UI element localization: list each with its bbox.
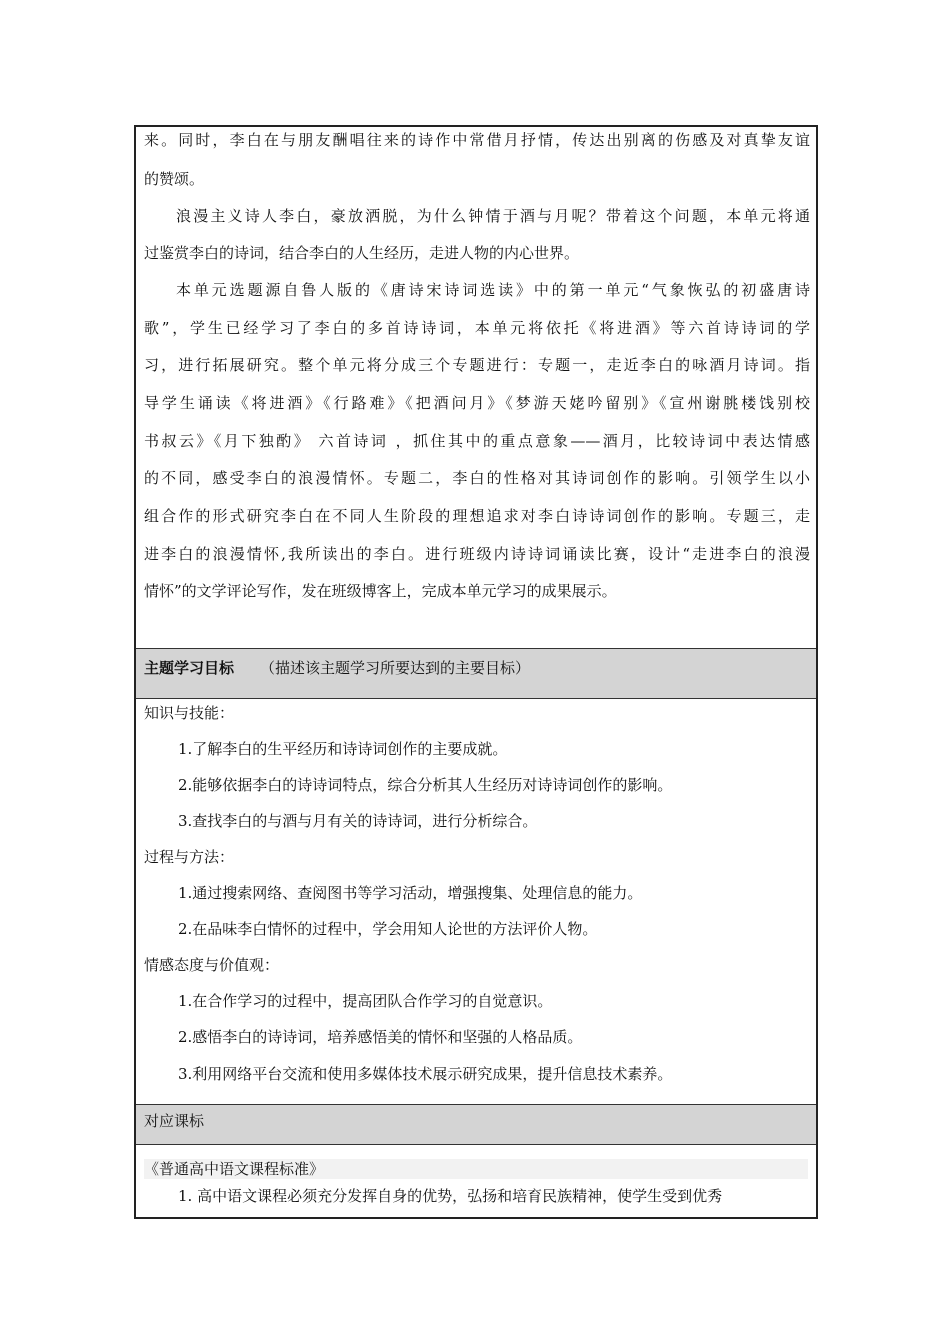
- intro-line: 的赞颂。: [144, 170, 205, 188]
- intro-line: 情怀”的文学评论写作，发在班级博客上，完成本单元学习的成果展示。: [144, 582, 617, 600]
- standards-doc-title: 《普通高中语文课程标准》: [144, 1159, 808, 1179]
- standards-header-row: [136, 1104, 816, 1144]
- goal-item: 1.在合作学习的过程中，提高团队合作学习的自觉意识。: [178, 992, 553, 1010]
- goals-header-note: （描述该主题学习所要达到的主要目标）: [260, 659, 531, 677]
- intro-line: 书叔云》《月下独酌》 六首诗词 ，抓住其中的重点意象——酒月，比较诗词中表达情感: [144, 432, 810, 450]
- standards-cell: [136, 1144, 816, 1219]
- goals-header-title: 主题学习目标: [144, 659, 235, 677]
- goal-section-label: 情感态度与价值观：: [144, 956, 280, 974]
- intro-line: 习，进行拓展研究。整个单元将分成三个专题进行：专题一，走近李白的咏酒月诗词。指: [144, 356, 810, 374]
- goal-section-label: 知识与技能：: [144, 704, 235, 722]
- goals-header-row: [136, 648, 816, 698]
- intro-line: 过鉴赏李白的诗词，结合李白的人生经历，走进人物的内心世界。: [144, 244, 580, 262]
- goal-item: 2.在品味李白情怀的过程中，学会用知人论世的方法评价人物。: [178, 920, 598, 938]
- standards-header-title: 对应课标: [144, 1112, 205, 1130]
- intro-line: 的不同，感受李白的浪漫情怀。专题二，李白的性格对其诗词创作的影响。引领学生以小: [144, 469, 810, 487]
- goal-item: 3.利用网络平台交流和使用多媒体技术展示研究成果，提升信息技术素养。: [178, 1065, 673, 1083]
- intro-line: 本单元选题源自鲁人版的《唐诗宋诗词选读》中的第一单元“气象恢弘的初盛唐诗: [176, 281, 810, 299]
- goal-item: 3.查找李白的与酒与月有关的诗诗词，进行分析综合。: [178, 812, 538, 830]
- goal-section-label: 过程与方法：: [144, 848, 235, 866]
- intro-line: 组合作的形式研究李白在不同人生阶段的理想追求对李白诗诗词创作的影响。专题三，走: [144, 507, 810, 525]
- goal-item: 2.感悟李白的诗诗词，培养感悟美的情怀和坚强的人格品质。: [178, 1028, 583, 1046]
- intro-line: 浪漫主义诗人李白，豪放洒脱，为什么钟情于酒与月呢？带着这个问题，本单元将通: [176, 207, 810, 225]
- intro-line: 歌”，学生已经学习了李白的多首诗诗词，本单元将依托《将进酒》等六首诗诗词的学: [144, 319, 810, 337]
- intro-line: 来。同时，李白在与朋友酬唱往来的诗作中常借月抒情，传达出别离的伤感及对真挚友谊: [144, 131, 810, 149]
- goal-item: 1.了解李白的生平经历和诗诗词创作的主要成就。: [178, 740, 508, 758]
- standards-item: 1. 高中语文课程必须充分发挥自身的优势，弘扬和培育民族精神，使学生受到优秀: [178, 1187, 723, 1205]
- intro-line: 进李白的浪漫情怀,我所读出的李白。进行班级内诗诗词诵读比赛，设计“走进李白的浪漫: [144, 545, 810, 563]
- goals-cell: [136, 698, 816, 1104]
- intro-line: 导学生诵读《将进酒》《行路难》《把酒问月》《梦游天姥吟留别》《宣州谢朓楼饯别校: [144, 394, 810, 412]
- goal-item: 1.通过搜索网络、查阅图书等学习活动，增强搜集、处理信息的能力。: [178, 884, 643, 902]
- intro-cell: [136, 127, 816, 648]
- document-table: [134, 125, 818, 1219]
- goal-item: 2.能够依据李白的诗诗词特点，综合分析其人生经历对诗诗词创作的影响。: [178, 776, 673, 794]
